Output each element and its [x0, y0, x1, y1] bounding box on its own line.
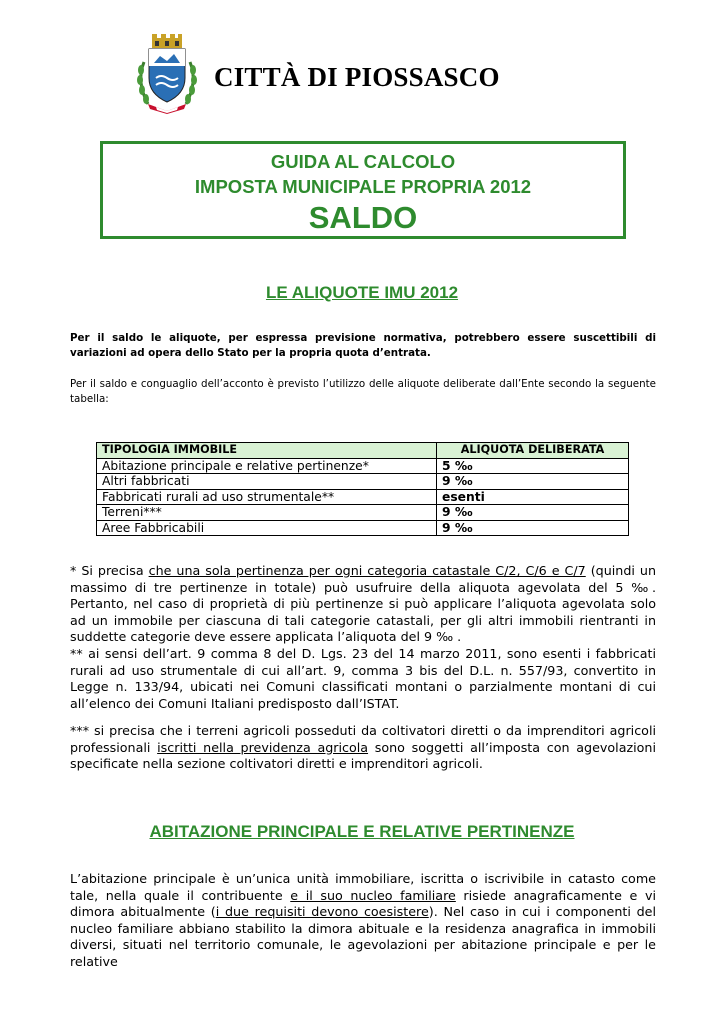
title-line-tax: IMPOSTA MUNICIPALE PROPRIA 2012 [194, 176, 532, 197]
note-terreni-agricoli: *** si precisa che i terreni agricoli posseduti da coltivatori diretti o da imprenditori agricoli professionali iscritti nella previdenza agricola sono soggetti all’imposta con agevolazioni specificate nella sezione coltivatori diretti e imprenditori agricoli. [70, 723, 656, 771]
table-row [97, 489, 629, 505]
row-rate: esenti [437, 489, 629, 505]
city-coat-of-arms-logo [134, 32, 200, 114]
row-type: Terreni*** [97, 505, 437, 521]
row-rate: 9 ‰ [437, 474, 629, 490]
abitazione-paragraph: L’abitazione principale è un’unica unità immobiliare, iscritta o iscrivibile in catasto come tale, nella quale il contribuente e il suo nucleo familiare risiede anagraficamente e vi dimora abitualmente (i due requisiti devono coesistere). Nel caso in cui i componenti del nucleo familiare abbiano stabilito la dimora abituale e la residenza anagrafica in immobili diversi, situati nel territorio comunale, le agevolazioni per abitazione principale e per le relative [70, 871, 656, 969]
section-heading-aliquote: LE ALIQUOTE IMU 2012 [265, 283, 459, 302]
city-title: CITTÀ DI PIOSSASCO [214, 62, 500, 92]
row-type: Aree Fabbricabili [97, 520, 437, 536]
row-rate: 9 ‰ [437, 520, 629, 536]
note-pertinenze: * Si precisa che una sola pertinenza per ogni categoria catastale C/2, C/6 e C/7 (quindi un massimo di tre pertinenze in totale) può usufruire della aliquota agevolata del 5 ‰. Pertanto, nel caso di proprietà di più pertinenze si può applicare l’aliquota agevolata solo ad un immobile per ciascuna di tali categorie catastali, per gli altri immobili rientranti in suddette categorie deve essere applicata l’aliquota del 9 ‰ . [70, 563, 656, 644]
table-row [97, 505, 629, 521]
table-header-row [97, 443, 629, 459]
row-type: Abitazione principale e relative pertinenze* [97, 458, 437, 474]
title-line-saldo: SALDO [308, 200, 418, 235]
header-aliquota: ALIQUOTA DELIBERATA [437, 443, 629, 459]
intro-bold-paragraph: Per il saldo le aliquote, per espressa previsione normativa, potrebbero essere suscettibili di variazioni ad opera dello Stato per la propria quota d’entrata. [70, 332, 656, 359]
row-rate: 9 ‰ [437, 505, 629, 521]
table-row [97, 458, 629, 474]
row-rate: 5 ‰ [437, 458, 629, 474]
title-line-guide: GUIDA AL CALCOLO [270, 151, 456, 172]
intro-paragraph: Per il saldo e conguaglio dell’acconto è previsto l’utilizzo delle aliquote deliberate dall’Ente secondo la seguente tabella: [70, 378, 656, 405]
document-title-box [100, 141, 626, 239]
row-type: Altri fabbricati [97, 474, 437, 490]
header-tipologia: TIPOLOGIA IMMOBILE [97, 443, 437, 459]
rates-table [96, 442, 629, 536]
table-row [97, 474, 629, 490]
section-heading-abitazione: ABITAZIONE PRINCIPALE E RELATIVE PERTINENZE [149, 822, 575, 841]
note-fabbricati-rurali: ** ai sensi dell’art. 9 comma 8 del D. Lgs. 23 del 14 marzo 2011, sono esenti i fabbricati rurali ad uso strumentale di cui all’art. 9, comma 3 bis del D.L. n. 557/93, convertito in Legge n. 133/94, ubicati nei Comuni classificati montani o parzialmente montani di cui all’elenco dei Comuni Italiani predisposto dall’ISTAT. [70, 646, 656, 711]
table-row [97, 520, 629, 536]
row-type: Fabbricati rurali ad uso strumentale** [97, 489, 437, 505]
